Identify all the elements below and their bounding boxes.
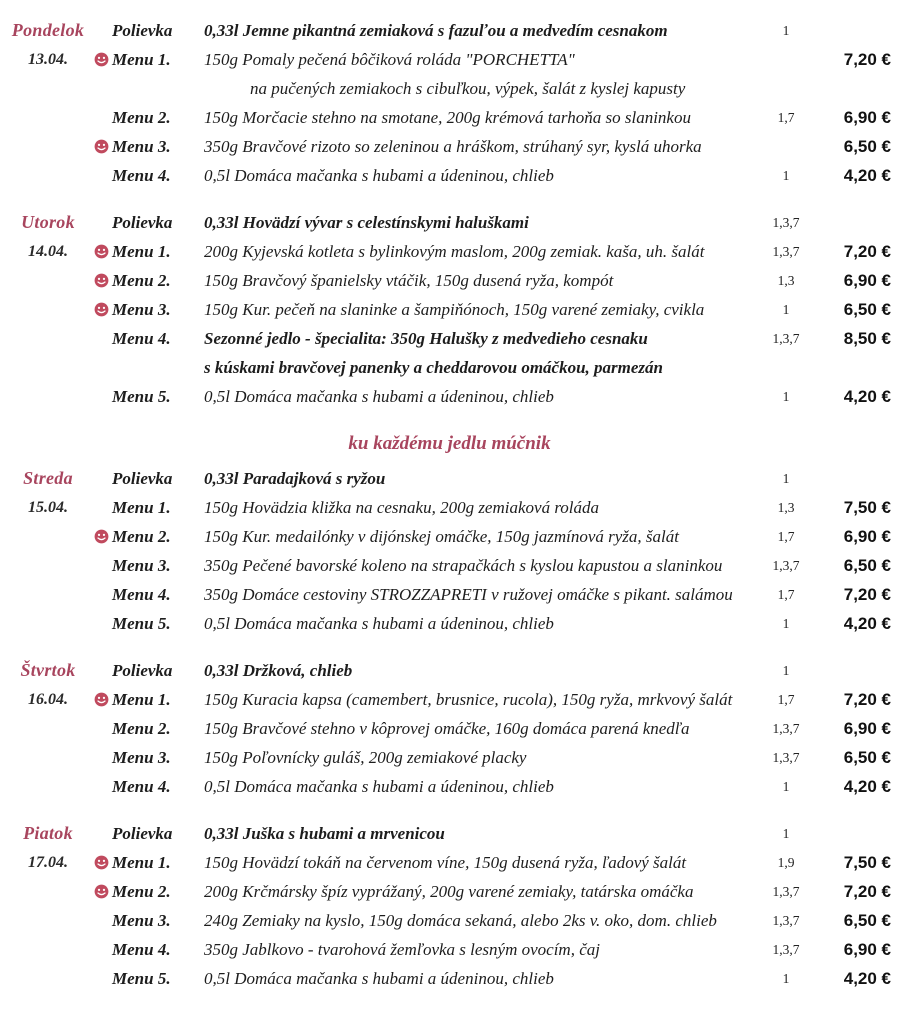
menu-label: Menu 3.: [112, 748, 171, 767]
day-cell: Streda: [23, 468, 73, 488]
price: 8,50 €: [843, 329, 891, 348]
menu-label: Menu 3.: [112, 911, 171, 930]
allergen-numbers: 1: [782, 826, 790, 841]
day-section: [6, 208, 893, 411]
menu-label: Menu 2.: [112, 882, 171, 901]
dish-description: [204, 819, 761, 848]
menu-label: Menu 4.: [112, 329, 171, 348]
dish-description: [204, 103, 761, 132]
smiley-face-icon: [94, 692, 109, 707]
dish-line-2: s kúskami bravčovej panenky a cheddarovou omáčkou, parmezán: [204, 358, 663, 377]
menu-row: [6, 493, 893, 522]
menu-label: Menu 2.: [112, 108, 171, 127]
price: 7,20 €: [843, 50, 891, 69]
dish-description: [204, 266, 761, 295]
dish-line-1: Sezonné jedlo - špecialita: 350g Halušky z medvedieho cesnaku: [204, 329, 648, 348]
allergen-numbers: 1: [782, 663, 790, 678]
price: 6,50 €: [843, 137, 891, 156]
dish-line-1: 350g Domáce cestoviny STROZZAPRETI v ružovej omáčke s pikant. salámou: [204, 585, 733, 604]
menu-label: Menu 3.: [112, 556, 171, 575]
allergen-numbers: 1,3,7: [772, 331, 800, 346]
dish-line-1: 0,5l Domáca mačanka s hubami a údeninou, chlieb: [204, 166, 554, 185]
dish-line-1: 0,33l Hovädzí vývar s celestínskymi haluškami: [204, 213, 529, 232]
price: 4,20 €: [843, 387, 891, 406]
smiley-cell: [90, 848, 112, 877]
menu-row: [6, 906, 893, 935]
day-section: [6, 656, 893, 801]
allergen-numbers: 1,7: [777, 529, 795, 544]
menu-row: [6, 382, 893, 411]
smiley-cell: [90, 877, 112, 906]
allergen-numbers: 1,7: [777, 692, 795, 707]
smiley-cell: [90, 132, 112, 161]
smiley-face-icon: [94, 529, 109, 544]
smiley-face-icon: [94, 52, 109, 67]
dish-line-2: na pučených zemiakoch s cibuľkou, výpek, šalát z kyslej kapusty: [250, 79, 686, 98]
dish-line-1: 150g Kuracia kapsa (camembert, brusnice, rucola), 150g ryža, mrkvový šalát: [204, 690, 733, 709]
menu-row: [6, 208, 893, 237]
dish-description: [204, 877, 761, 906]
menu-row: [6, 132, 893, 161]
dish-description: [204, 464, 761, 493]
allergen-numbers: 1,3: [777, 273, 795, 288]
smiley-face-icon: [94, 884, 109, 899]
dish-description: [204, 609, 761, 638]
day-cell: Štvrtok: [20, 660, 76, 680]
day-cell: Pondelok: [11, 20, 85, 40]
allergen-numbers: 1,3,7: [772, 942, 800, 957]
menu-row: [6, 848, 893, 877]
smiley-cell: [90, 295, 112, 324]
menu-row: [6, 772, 893, 801]
dish-description: [204, 295, 761, 324]
allergen-numbers: 1,7: [777, 110, 795, 125]
smiley-cell: [90, 685, 112, 714]
allergen-numbers: 1,3,7: [772, 721, 800, 736]
dish-description: [204, 656, 761, 685]
menu-row: [6, 522, 893, 551]
menu-label: Polievka: [112, 661, 173, 680]
menu-label: Menu 2.: [112, 527, 171, 546]
menu-label: Menu 3.: [112, 300, 171, 319]
allergen-numbers: 1,3,7: [772, 244, 800, 259]
dish-line-1: 350g Jablkovo - tvarohová žemľovka s lesným ovocím, čaj: [204, 940, 600, 959]
dish-line-1: 150g Bravčový španielsky vtáčik, 150g dusená ryža, kompót: [204, 271, 614, 290]
price: 6,90 €: [843, 719, 891, 738]
allergen-numbers: 1,3,7: [772, 750, 800, 765]
price: 7,20 €: [843, 585, 891, 604]
dish-line-1: 0,5l Domáca mačanka s hubami a údeninou, chlieb: [204, 777, 554, 796]
dish-line-1: 0,5l Domáca mačanka s hubami a údeninou, chlieb: [204, 614, 554, 633]
dish-line-1: 0,33l Paradajková s ryžou: [204, 469, 386, 488]
dish-description: [204, 237, 761, 266]
dish-description: [204, 208, 761, 237]
dish-line-1: 150g Bravčové stehno v kôprovej omáčke, 160g domáca parená knedľa: [204, 719, 690, 738]
price: 7,50 €: [843, 498, 891, 517]
dish-description: [204, 522, 761, 551]
dish-description: [204, 772, 761, 801]
dish-line-1: 200g Kyjevská kotleta s bylinkovým maslom, 200g zemiak. kaša, uh. šalát: [204, 242, 705, 261]
dish-description: [204, 493, 761, 522]
smiley-face-icon: [94, 273, 109, 288]
menu-row: [6, 609, 893, 638]
menu-label: Menu 5.: [112, 387, 171, 406]
dish-description: [204, 848, 761, 877]
allergen-numbers: 1,9: [777, 855, 795, 870]
smiley-face-icon: [94, 244, 109, 259]
menu-label: Menu 5.: [112, 969, 171, 988]
menu-label: Menu 3.: [112, 137, 171, 156]
allergen-numbers: 1,3,7: [772, 913, 800, 928]
menu-row: [6, 464, 893, 493]
allergen-numbers: 1: [782, 23, 790, 38]
smiley-cell: [90, 266, 112, 295]
dish-line-1: 150g Hovädzia kližka na cesnaku, 200g zemiaková roláda: [204, 498, 600, 517]
day-section: [6, 16, 893, 190]
dish-line-1: 150g Morčacie stehno na smotane, 200g krémová tarhoňa so slaninkou: [204, 108, 691, 127]
smiley-cell: [90, 45, 112, 74]
menu-row: [6, 45, 893, 103]
dish-line-1: 0,33l Juška s hubami a mrvenicou: [204, 824, 445, 843]
smiley-cell: [90, 237, 112, 266]
day-cell: Piatok: [23, 823, 73, 843]
day-cell: Utorok: [21, 212, 75, 232]
price: 6,90 €: [843, 271, 891, 290]
dish-description: [204, 743, 761, 772]
dish-description: [204, 714, 761, 743]
menu-row: [6, 237, 893, 266]
menu-label: Menu 1.: [112, 498, 171, 517]
menu-row: [6, 551, 893, 580]
dish-description: [204, 685, 761, 714]
price: 7,20 €: [843, 882, 891, 901]
allergen-numbers: 1: [782, 302, 790, 317]
price: 6,50 €: [843, 300, 891, 319]
dish-line-1: 0,5l Domáca mačanka s hubami a údeninou, chlieb: [204, 387, 554, 406]
menu-row: [6, 656, 893, 685]
price: 4,20 €: [843, 969, 891, 988]
smiley-cell: [90, 522, 112, 551]
dish-description: [204, 161, 761, 190]
dish-line-1: 150g Kur. medailónky v dijónskej omáčke, 150g jazmínová ryža, šalát: [204, 527, 679, 546]
dish-line-1: 0,5l Domáca mačanka s hubami a údeninou, chlieb: [204, 969, 554, 988]
price: 6,50 €: [843, 911, 891, 930]
allergen-numbers: 1,3,7: [772, 558, 800, 573]
price: 4,20 €: [843, 614, 891, 633]
allergen-numbers: 1,3,7: [772, 215, 800, 230]
menu-label: Menu 2.: [112, 719, 171, 738]
menu-label: Menu 4.: [112, 940, 171, 959]
menu-label: Menu 1.: [112, 853, 171, 872]
price: 6,90 €: [843, 108, 891, 127]
menu-label: Menu 4.: [112, 777, 171, 796]
price: 7,20 €: [843, 690, 891, 709]
dish-description: [204, 935, 761, 964]
day-cell: 15.04.: [28, 499, 68, 516]
menu-row: [6, 266, 893, 295]
dish-line-1: 150g Pomaly pečená bôčiková roláda "PORCHETTA": [204, 50, 575, 69]
menu-label: Menu 2.: [112, 271, 171, 290]
dish-line-1: 350g Bravčové rizoto so zeleninou a hráškom, strúhaný syr, kyslá uhorka: [204, 137, 702, 156]
dish-description: [204, 964, 761, 993]
dish-line-1: 150g Kur. pečeň na slaninke a šampiňónoch, 150g varené zemiaky, cvikla: [204, 300, 705, 319]
price: 7,20 €: [843, 242, 891, 261]
allergen-numbers: 1: [782, 389, 790, 404]
price: 6,90 €: [843, 940, 891, 959]
dish-line-1: 350g Pečené bavorské koleno na strapačkách s kyslou kapustou a slaninkou: [204, 556, 723, 575]
dish-line-1: 200g Krčmársky špíz vyprážaný, 200g varené zemiaky, tatárska omáčka: [204, 882, 694, 901]
day-cell: 16.04.: [28, 691, 68, 708]
menu-label: Menu 4.: [112, 585, 171, 604]
allergen-numbers: 1: [782, 971, 790, 986]
dish-description: [204, 382, 761, 411]
allergen-numbers: 1,7: [777, 587, 795, 602]
dessert-note: ku každému jedlu múčnik: [348, 433, 551, 454]
day-section: [6, 464, 893, 638]
smiley-face-icon: [94, 139, 109, 154]
price: 6,90 €: [843, 527, 891, 546]
menu-row: [6, 295, 893, 324]
dish-description: [204, 324, 761, 382]
dish-description: [204, 16, 761, 45]
menu-label: Menu 5.: [112, 614, 171, 633]
price: 4,20 €: [843, 777, 891, 796]
allergen-numbers: 1: [782, 779, 790, 794]
menu-row: [6, 103, 893, 132]
menu-row: [6, 16, 893, 45]
menu-label: Menu 4.: [112, 166, 171, 185]
allergen-numbers: 1: [782, 168, 790, 183]
dish-description: [204, 132, 761, 161]
price: 6,50 €: [843, 556, 891, 575]
dish-line-1: 150g Poľovnícky guláš, 200g zemiakové placky: [204, 748, 527, 767]
menu-label: Menu 1.: [112, 50, 171, 69]
dish-description: [204, 45, 761, 103]
dish-description: [204, 551, 761, 580]
dish-line-1: 0,33l Držková, chlieb: [204, 661, 353, 680]
menu-row: [6, 935, 893, 964]
menu-label: Polievka: [112, 213, 173, 232]
allergen-numbers: 1,3: [777, 500, 795, 515]
day-cell: 14.04.: [28, 243, 68, 260]
menu-row: [6, 580, 893, 609]
menu-row: [6, 743, 893, 772]
menu-row: [6, 324, 893, 382]
menu-row: [6, 161, 893, 190]
menu-label: Menu 1.: [112, 690, 171, 709]
price: 7,50 €: [843, 853, 891, 872]
dish-line-1: 0,33l Jemne pikantná zemiaková s fazuľou a medvedím cesnakom: [204, 21, 668, 40]
dish-description: [204, 580, 761, 609]
dish-line-1: 150g Hovädzí tokáň na červenom víne, 150g dusená ryža, ľadový šalát: [204, 853, 687, 872]
menu-row: [6, 714, 893, 743]
price: 4,20 €: [843, 166, 891, 185]
day-cell: 17.04.: [28, 854, 68, 871]
price: 6,50 €: [843, 748, 891, 767]
allergen-numbers: 1: [782, 616, 790, 631]
day-section: [6, 819, 893, 993]
menu-row: [6, 819, 893, 848]
allergen-numbers: 1,3,7: [772, 884, 800, 899]
dish-line-1: 240g Zemiaky na kyslo, 150g domáca sekaná, alebo 2ks v. oko, dom. chlieb: [204, 911, 717, 930]
allergen-numbers: 1: [782, 471, 790, 486]
menu-label: Menu 1.: [112, 242, 171, 261]
smiley-face-icon: [94, 302, 109, 317]
menu-label: Polievka: [112, 21, 173, 40]
menu-row: [6, 685, 893, 714]
day-cell: 13.04.: [28, 51, 68, 68]
menu-label: Polievka: [112, 469, 173, 488]
smiley-face-icon: [94, 855, 109, 870]
menu-label: Polievka: [112, 824, 173, 843]
menu-row: [6, 964, 893, 993]
dish-description: [204, 906, 761, 935]
menu-row: [6, 877, 893, 906]
